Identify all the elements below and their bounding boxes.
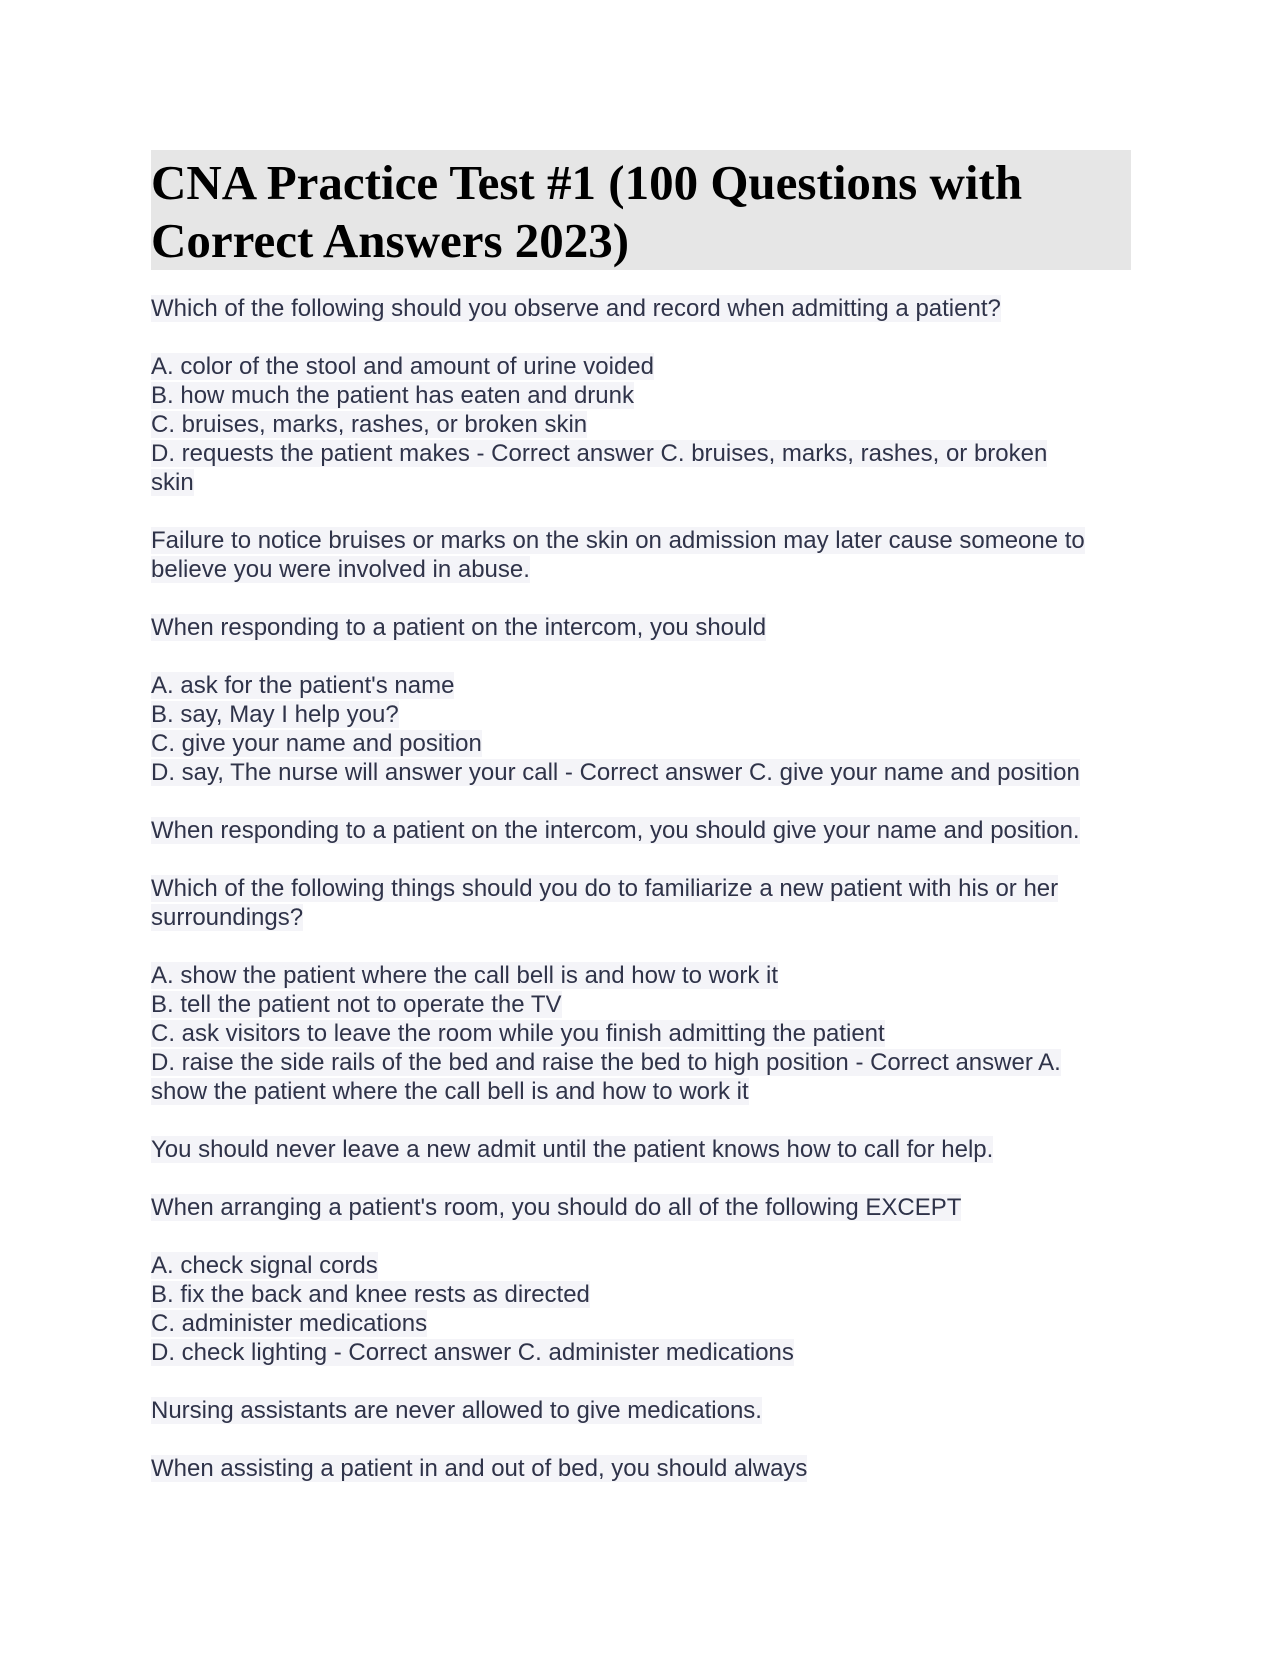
text-line-content: D. raise the side rails of the bed and raise the bed to high position - Correct answer A. [151,1049,1061,1076]
text-line [151,526,1131,555]
text-line-content: When responding to a patient on the intercom, you should give your name and position. [151,817,1080,844]
text-line [151,1309,1131,1338]
text-line-content: A. show the patient where the call bell is and how to work it [151,962,778,989]
text-line [151,1280,1131,1309]
document-page [151,150,1131,1512]
text-line [151,410,1131,439]
text-line-content: skin [151,469,194,496]
text-line [151,439,1131,468]
text-line [151,468,1131,497]
text-block [151,874,1131,932]
text-block [151,1454,1131,1483]
text-line-content: surroundings? [151,904,304,931]
text-line [151,1193,1131,1222]
text-line-content: C. administer medications [151,1310,428,1337]
text-line [151,990,1131,1019]
text-line-content: B. tell the patient not to operate the TV [151,991,562,1018]
text-line-content: B. say, May I help you? [151,701,399,728]
text-block [151,294,1131,323]
text-block [151,816,1131,845]
text-line [151,671,1131,700]
text-line-content: When assisting a patient in and out of bed, you should always [151,1455,808,1482]
text-line [151,613,1131,642]
text-line [151,1077,1131,1106]
text-block [151,613,1131,642]
text-block [151,1135,1131,1164]
text-block [151,1396,1131,1425]
text-line-content: B. fix the back and knee rests as directed [151,1281,590,1308]
text-line [151,816,1131,845]
text-line-content: You should never leave a new admit until the patient knows how to call for help. [151,1136,994,1163]
text-line-content: A. check signal cords [151,1252,378,1279]
text-line [151,1396,1131,1425]
text-block [151,671,1131,787]
text-line-content: When responding to a patient on the intercom, you should [151,614,767,641]
text-line-content: Failure to notice bruises or marks on the skin on admission may later cause someone to [151,527,1085,554]
title-block [151,150,1131,270]
text-block [151,961,1131,1106]
text-line [151,729,1131,758]
text-line-content: D. check lighting - Correct answer C. administer medications [151,1339,794,1366]
text-line [151,381,1131,410]
text-line [151,1251,1131,1280]
text-line [151,1135,1131,1164]
text-line-content: Which of the following things should you do to familiarize a new patient with his or her [151,875,1059,902]
text-line-content: believe you were involved in abuse. [151,556,530,583]
text-line [151,1019,1131,1048]
text-line [151,352,1131,381]
text-line [151,1338,1131,1367]
text-line-content: A. color of the stool and amount of urine voided [151,353,654,380]
text-line-content: show the patient where the call bell is and how to work it [151,1078,749,1105]
text-line-content: A. ask for the patient's name [151,672,455,699]
document-body [151,294,1131,1483]
text-line [151,294,1131,323]
text-line-content: When arranging a patient's room, you should do all of the following EXCEPT [151,1194,962,1221]
text-line [151,1454,1131,1483]
text-block [151,1193,1131,1222]
text-line-content: C. ask visitors to leave the room while you finish admitting the patient [151,1020,885,1047]
text-line [151,700,1131,729]
text-block [151,526,1131,584]
text-line-content: B. how much the patient has eaten and drunk [151,382,634,409]
text-line [151,961,1131,990]
text-line-content: C. give your name and position [151,730,482,757]
text-line [151,758,1131,787]
text-block [151,1251,1131,1367]
text-line-content: Which of the following should you observe and record when admitting a patient? [151,295,1001,322]
text-block [151,352,1131,497]
text-line [151,1048,1131,1077]
text-line [151,555,1131,584]
text-line-content: C. bruises, marks, rashes, or broken skin [151,411,588,438]
document-title: CNA Practice Test #1 (100 Questions with Correct Answers 2023) [151,155,1023,268]
text-line-content: D. say, The nurse will answer your call - Correct answer C. give your name and position [151,759,1080,786]
text-line [151,874,1131,903]
text-line-content: D. requests the patient makes - Correct answer C. bruises, marks, rashes, or broken [151,440,1048,467]
text-line [151,903,1131,932]
text-line-content: Nursing assistants are never allowed to give medications. [151,1397,762,1424]
